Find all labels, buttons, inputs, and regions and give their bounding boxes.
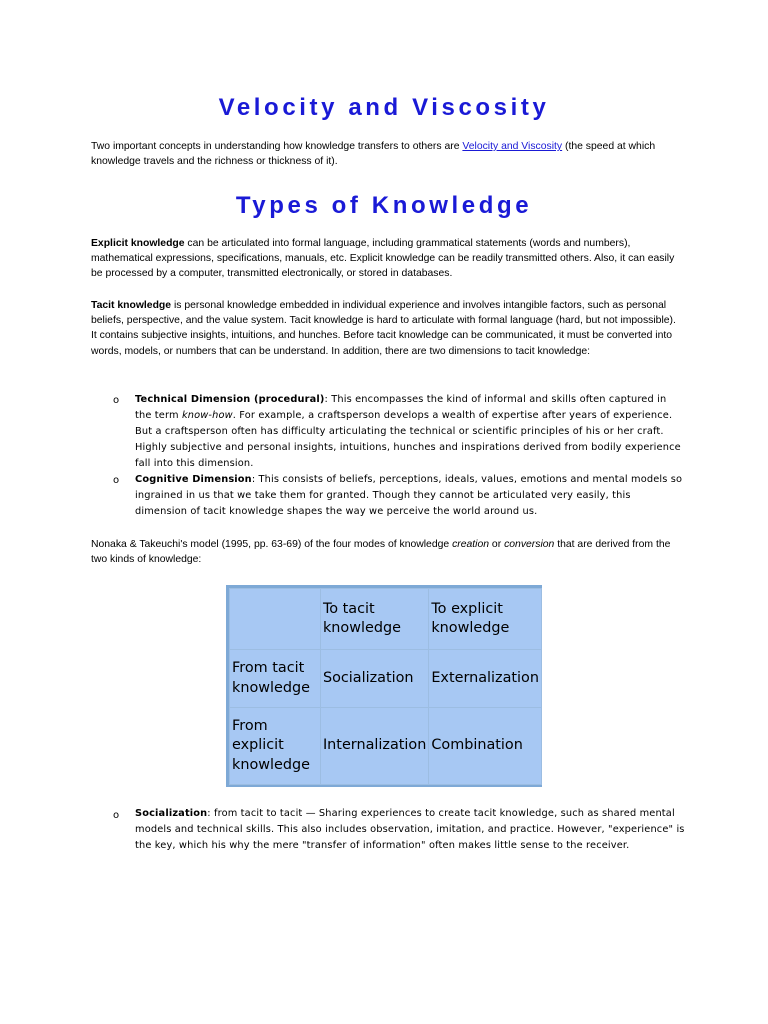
conversion-term: conversion xyxy=(504,539,555,550)
col-header-to-explicit: To explicit knowledge xyxy=(429,589,541,649)
intro-paragraph xyxy=(91,139,681,169)
technical-dimension-term: Technical Dimension (procedural) xyxy=(135,394,325,405)
nonaka-text-b: or xyxy=(489,539,505,550)
creation-term: creation xyxy=(452,539,490,550)
nonaka-paragraph xyxy=(91,537,681,567)
bullet-marker: o xyxy=(113,395,120,406)
table-corner-cell xyxy=(230,589,320,649)
table-header-row xyxy=(230,589,541,649)
explicit-knowledge-term: Explicit knowledge xyxy=(91,238,185,249)
intro-text-after: (the speed at which knowledge travels and the richness or thickness of it). xyxy=(91,141,656,168)
knowledge-conversion-grid xyxy=(229,588,542,785)
bullet-marker: o xyxy=(113,810,120,821)
cognitive-dimension-term: Cognitive Dimension xyxy=(135,474,252,485)
table-row xyxy=(230,650,541,707)
velocity-viscosity-link[interactable]: Velocity and Viscosity xyxy=(462,141,563,152)
technical-dimension-item xyxy=(135,392,685,472)
cognitive-dimension-item xyxy=(135,472,685,520)
table-row xyxy=(230,708,541,784)
intro-text-before: Two important concepts in understanding how knowledge transfers to others are xyxy=(91,141,463,152)
bullet-marker: o xyxy=(113,475,120,486)
table-cell-socialization: Socialization xyxy=(321,650,428,707)
tacit-knowledge-paragraph xyxy=(91,298,681,359)
socialization-item xyxy=(135,806,685,854)
row-header-from-tacit: From tacit knowledge xyxy=(230,650,320,707)
explicit-knowledge-text: can be articulated into formal language, including grammatical statements (words and numbers), mathematical expressions, specifications, manuals, etc. Explicit knowledge can be readily transmitted others. Also, it can easily be processed by a computer, transmitted electronically, or stored in databases. xyxy=(91,238,675,280)
socialization-term: Socialization xyxy=(135,808,208,819)
technical-dimension-text-cont: . For example, a craftsperson develops a wealth of expertise after years of experience. But a craftsperson often has difficulty articulating the technical or scientific principles of his or her craft. Highly subjective and personal insights, intuitions, hunches and inspirations derived from bodily experience fall into this dimension. xyxy=(135,410,681,469)
cognitive-dimension-text: : This consists of beliefs, perceptions, ideals, values, emotions and mental models so ingrained in us that we take them for granted. Though they cannot be articulated very easily, this dimension of tacit knowledge shapes the way we perceive the world around us. xyxy=(135,474,683,517)
table-cell-externalization: Externalization xyxy=(429,650,541,707)
tacit-knowledge-text: is personal knowledge embedded in individual experience and involves intangible factors, such as personal beliefs, perspective, and the value system. Tacit knowledge is hard to articulate with formal language (hard, but not impossible). It contains subjective insights, intuitions, and hunches. Before tacit knowledge can be communicated, it must be converted into words, models, or numbers that can be understand. In addition, there are two dimensions to tacit knowledge: xyxy=(91,300,676,357)
heading-types-of-knowledge: Types of Knowledge xyxy=(235,192,533,219)
knowledge-conversion-table xyxy=(226,585,542,787)
table-cell-internalization: Internalization xyxy=(321,708,428,784)
socialization-text: : from tacit to tacit — Sharing experiences to create tacit knowledge, such as shared mental models and technical skills. This also includes observation, imitation, and practice. However, "experience" is the key, which his why the mere "transfer of information" often makes little sense to the receiver. xyxy=(135,808,685,851)
know-how-term: know-how xyxy=(181,410,233,421)
nonaka-text-a: Nonaka & Takeuchi's model (1995, pp. 63-69) of the four modes of knowledge xyxy=(91,539,453,550)
nonaka-text-c: that are derived from the two kinds of knowledge: xyxy=(91,539,671,566)
explicit-knowledge-paragraph xyxy=(91,236,681,282)
technical-dimension-text: : This encompasses the kind of informal and skills often captured in the term xyxy=(135,394,667,421)
col-header-to-tacit: To tacit knowledge xyxy=(321,589,428,649)
table-cell-combination: Combination xyxy=(429,708,541,784)
heading-velocity-viscosity: Velocity and Viscosity xyxy=(218,94,550,121)
row-header-from-explicit: From explicit knowledge xyxy=(230,708,320,784)
tacit-knowledge-term: Tacit knowledge xyxy=(91,300,172,311)
